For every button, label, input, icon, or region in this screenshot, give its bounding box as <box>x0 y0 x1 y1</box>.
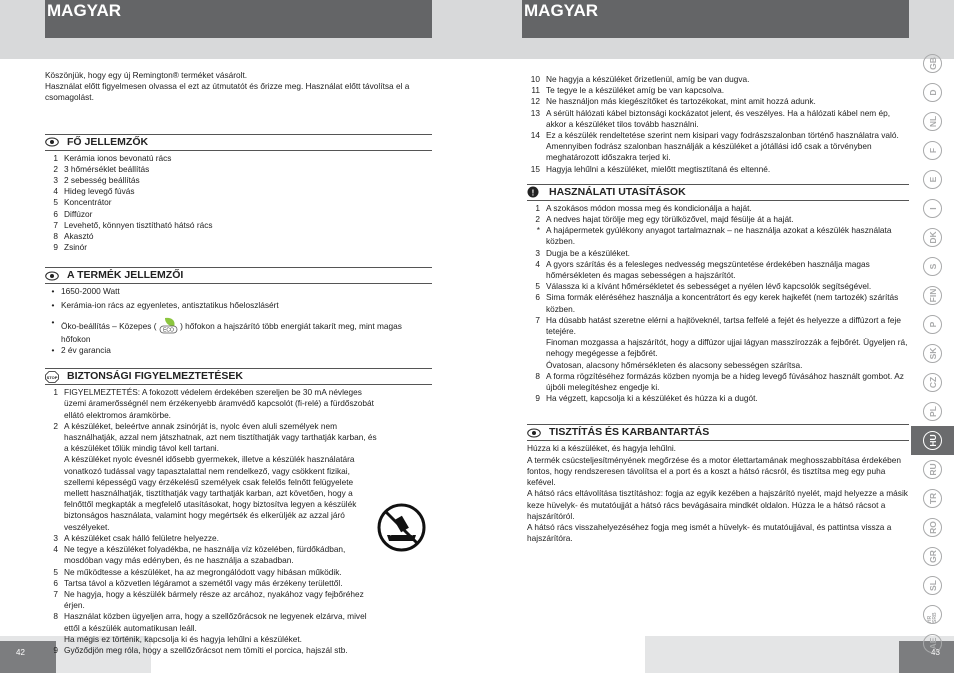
language-tab-gb[interactable] <box>911 49 954 78</box>
right-page-header: MAGYAR <box>522 0 909 38</box>
list-item-number: 15 <box>530 163 540 174</box>
language-tab-ru[interactable] <box>911 455 954 484</box>
product-features-list <box>45 286 432 356</box>
list-item-text: Ez a készülék rendeltetése szerint nem kisipari vagy fodrászszalonban történő használatra való. Amennyiben fodrász szalonban használják a készüléket a jótállási idő csak a törvényben meghatározott időszakra terjed ki. <box>546 130 899 163</box>
list-item-text: Ne tegye a készüléket folyadékba, ne használja víz közelében, fürdőkádban, mosdóban vagy más edényben, és ne használja a szabadban. <box>64 544 346 566</box>
list-item-text: Győződjön meg róla, hogy a szellőzőrácsot nem tömíti el porcica, hajszál stb. <box>64 644 348 655</box>
list-item <box>527 292 909 314</box>
list-item-number: 11 <box>531 85 540 96</box>
language-tab-e[interactable] <box>911 165 954 194</box>
list-item <box>45 421 377 455</box>
language-tab-strip <box>911 49 954 658</box>
list-item-number: 1 <box>535 202 540 213</box>
list-item: • Kerámia-ion rács az egyenletes, antisztatikus hőeloszlásért <box>51 299 279 310</box>
no-water-warning-icon <box>377 503 426 552</box>
list-item-text: Tartsa távol a közvetlen légáramot a szemétől vagy más érzékeny területtől. <box>64 577 343 588</box>
language-tab-gr[interactable] <box>911 542 954 571</box>
list-item-text: Hideg levegő fúvás <box>64 186 135 197</box>
language-tab-label: RU <box>923 460 942 479</box>
list-item <box>527 74 909 85</box>
list-item-number: 4 <box>53 544 58 555</box>
list-item-number: 6 <box>53 208 58 219</box>
list-item-number: 7 <box>53 588 58 599</box>
list-item <box>45 231 432 242</box>
list-item-text: Ha dúsabb hatást szeretne elérni a hajtöveknél, tartsa felfelé a fejét és helyezze a diffúzort a feje tetejére. <box>546 314 901 337</box>
list-item: • 1650-2000 Watt <box>51 286 120 297</box>
language-tab-label: GB <box>923 54 942 73</box>
list-item-number: 10 <box>530 74 540 84</box>
language-tab-sk[interactable] <box>911 339 954 368</box>
language-tab-hr-srb[interactable] <box>911 600 954 629</box>
list-item-number: 3 <box>535 247 540 258</box>
svg-text:ECO: ECO <box>162 327 174 334</box>
list-item-text: Zsinór <box>64 242 88 253</box>
cleaning-title: TISZTÍTÁS ÉS KARBANTARTÁS <box>549 426 710 439</box>
list-item <box>527 130 909 164</box>
list-item <box>527 96 909 107</box>
list-item-text: Használat közben ügyeljen arra, hogy a szellőzőrácsok ne legyenek elzárva, mivel ettől a készülék automatikusan leáll. <box>64 611 367 633</box>
features-title: FŐ JELLEMZŐK <box>67 135 149 148</box>
eye-icon <box>527 427 549 439</box>
list-item-number: 1 <box>53 152 58 163</box>
language-tab-label: TR <box>923 489 942 508</box>
list-item <box>527 315 909 337</box>
list-item-text: A készüléket, beleértve annak zsinórját is, nyolc éven aluli személyek nem használhatják, azzal nem játszhatnak, azt nem tisztíthatják vagy tarthatják karban, és a készüléket tőlük mindig távol kell tartani. <box>64 420 377 454</box>
list-item-text: A szokásos módon mossa meg és kondicionálja a haját. <box>546 202 752 213</box>
list-item-number: 8 <box>53 231 58 242</box>
safety-list <box>45 387 377 656</box>
list-item <box>527 371 909 393</box>
list-item-number: 3 <box>53 532 58 543</box>
language-tab-label: HU <box>923 431 942 450</box>
list-item <box>45 387 377 421</box>
list-item-number: 14 <box>530 130 540 141</box>
language-tab-label: SK <box>923 344 942 363</box>
svg-text:!: ! <box>531 188 535 198</box>
list-item <box>45 611 377 633</box>
list-item <box>45 645 377 656</box>
list-item-text: Dugja be a készüléket. <box>546 247 630 258</box>
list-item <box>45 220 432 231</box>
language-tab-label: I <box>923 199 942 218</box>
product-features-heading <box>45 267 432 284</box>
safety-continued-list <box>527 74 909 175</box>
list-item-text: Finoman mozgassa a hajszárítót, hogy a diffúzor ujjai lágyan masszírozzák a fejbőrét. Ügyeljen rá, nehogy megégesse a fejbőrét. <box>546 337 908 359</box>
cleaning-heading <box>527 424 909 441</box>
list-item <box>45 186 432 197</box>
list-item-text: Hagyja lehűlni a készüléket, mielőtt megtisztítaná és eltenné. <box>546 163 771 174</box>
list-item-number <box>45 634 64 645</box>
list-item-number: 5 <box>53 197 58 208</box>
language-tab-i[interactable] <box>911 194 954 223</box>
list-item-text: FIGYELMEZTETÉS: A fokozott védelem érdekében szereljen be 30 mA névleges üzemi áramerősségnél nem érzékenyebb áramvédő kapcsolót (fi-relé) a fürdőszobát ellátó elektromos áramkörbe. <box>64 387 374 420</box>
cleaning-paragraph: Húzza ki a készüléket, és hagyja lehűlni. <box>527 443 676 454</box>
safety-heading <box>45 368 432 385</box>
left-page-header: MAGYAR <box>45 0 432 38</box>
right-column <box>527 74 909 544</box>
left-page-number: 42 <box>0 641 56 673</box>
list-item-number: 3 <box>53 175 58 186</box>
language-tab-label: S <box>923 257 942 276</box>
cleaning-paragraph: A hátsó rács eltávolítása tisztításhoz: fogja az egyik kezében a hajszárító nyelét, majd helyezze a másik keze hüvelyk- és mutatóujját a hátsó rács bevágásaira mindkét oldalon. Húzza le a hátsó rácsot a hajszárítóról. <box>527 488 908 521</box>
list-item <box>527 214 909 225</box>
list-item-text: A készüléket csak hálló felületre helyezze. <box>64 532 219 543</box>
language-tab-fin[interactable] <box>911 281 954 310</box>
list-item <box>45 578 377 589</box>
list-item <box>527 360 909 371</box>
list-item <box>45 589 377 611</box>
list-item-number: 2 <box>53 420 58 431</box>
list-item-text: Kerámia ionos bevonatú rács <box>64 152 172 163</box>
svg-text:STOP: STOP <box>46 374 58 380</box>
eco-leaf-icon <box>159 317 178 334</box>
stop-icon <box>45 371 67 383</box>
list-item-text: Óvatosan, alacsony hőmérsékleten és alacsony sebességen szárítsa. <box>546 359 803 370</box>
list-item-number: * <box>536 225 540 236</box>
language-tab-label: PL <box>923 402 942 421</box>
list-item: • Öko-beállítás – Közepes ( ECO ) hőfokon a hajszárító több energiát takarít meg, mint magas hőfokon <box>51 316 402 344</box>
list-item-text: Levehető, könnyen tisztítható hátsó rács <box>64 219 213 230</box>
list-item <box>527 164 909 175</box>
features-list <box>45 153 432 254</box>
language-tab-s[interactable] <box>911 252 954 281</box>
usage-title: HASZNÁLATI UTASÍTÁSOK <box>549 185 686 198</box>
list-item-text: A készüléket nyolc évesnél idősebb gyermekek, illetve a készülék használatára vonatkozó tudással vagy tapasztalattal nem rendelkező, vagy csökkent fizikai, szellemi képességű vagy érzékelésű személyek csak felelős felnőtt felügyelete mellett használhatják, tisztíthatják vagy tarthatják karban, azt követően, hogy a felnőttől megkapták a megfelelő utasításokat, hogy biztosítva legyen a készülék biztonságos használata, valamint hogy megértsék és elkerüljék az azzal járó veszélyeket. <box>64 454 357 532</box>
list-item-number: 8 <box>535 370 540 381</box>
list-item <box>45 197 432 208</box>
list-item-number: 13 <box>530 107 540 118</box>
left-column <box>45 70 432 656</box>
eye-icon <box>45 136 67 148</box>
list-item-text: Sima formák eléréséhez használja a koncentrátort és egy kerek hajkefét (nem tartozék) szárítás közben. <box>546 292 899 314</box>
list-item-text: A hajápermetek gyúlékony anyagot tartalmaznak – ne használja azokat a készülék használata közben. <box>546 225 892 247</box>
list-item-text: Ha mégis ez történik, kapcsolja ki és hagyja lehűlni a készüléket. <box>64 633 302 644</box>
list-item-number: 7 <box>535 314 540 325</box>
list-item-number: 5 <box>535 281 540 292</box>
list-item <box>45 175 432 186</box>
eye-icon <box>45 270 67 282</box>
cleaning-paragraph: A hátsó rács visszahelyezéséhez fogja meg ismét a hüvelyk- és mutatóujjával, és pattintsa vissza a hajszárítóra. <box>527 521 892 544</box>
list-item-number: 9 <box>53 644 58 655</box>
language-tab-dk[interactable] <box>911 223 954 252</box>
language-tab-d[interactable] <box>911 78 954 107</box>
list-item <box>45 544 377 566</box>
list-item <box>527 108 909 130</box>
language-tab-label: HR SRB <box>923 605 942 624</box>
cleaning-paragraph: A termék csúcsteljesítményének megőrzése és a motor élettartamának meghosszabbítása érdekében fontos, hogy rendszeresen távolítsa el a port és a koszt a hátsó rácsról, és tisztítsa meg egy puha kefével. <box>527 454 902 488</box>
warning-icon <box>527 186 549 198</box>
language-tab-label: D <box>923 83 942 102</box>
list-item-text: A sérült hálózati kábel biztonsági kockázatot jelent, és veszélyes. Ha a hálózati kábel nem ép, akkor a készüléket tilos tovább használni. <box>546 107 891 129</box>
language-tab-p[interactable] <box>911 310 954 339</box>
list-item-text: A forma rögzítéséhez formázás közben nyomja be a hideg levegő fúvásához használt gombot. Az újbóli melegítéshez engedje ki. <box>546 370 904 393</box>
list-item <box>527 337 909 359</box>
list-item-text: Koncentrátor <box>64 197 112 208</box>
list-item: • 2 év garancia <box>51 345 111 356</box>
language-tab-label: SL <box>923 576 942 595</box>
list-item-text: Ne hagyja, hogy a készülék bármely része az arcához, nyakához vagy fejbőréhez érjen. <box>64 588 364 611</box>
list-item <box>45 153 432 164</box>
list-item <box>527 225 909 247</box>
list-item <box>45 634 377 645</box>
list-item-number <box>527 337 546 359</box>
right-page-number: 43 <box>899 641 954 673</box>
language-tab-ro[interactable] <box>911 513 954 542</box>
list-item-text: A nedves hajat törölje meg egy törülközővel, majd fésülje át a haját. <box>546 214 794 225</box>
language-tab-label: E <box>923 170 942 189</box>
list-item-number: 5 <box>53 566 58 577</box>
usage-list <box>527 203 909 405</box>
features-heading <box>45 134 432 151</box>
language-tab-label: F <box>923 141 942 160</box>
list-item <box>45 164 432 175</box>
list-item-number: 4 <box>535 258 540 269</box>
language-tab-label: NL <box>923 112 942 131</box>
product-features-title: A TERMÉK JELLEMZŐI <box>67 269 184 282</box>
language-tab-label: CZ <box>923 373 942 392</box>
language-tab-nl[interactable] <box>911 107 954 136</box>
list-item <box>527 248 909 259</box>
list-item <box>527 393 909 404</box>
language-tab-label: GR <box>923 547 942 566</box>
list-item-number: 8 <box>53 611 58 622</box>
language-tab-label: AE <box>923 634 942 653</box>
list-item-number <box>45 454 64 532</box>
list-item-number: 9 <box>53 242 58 253</box>
list-item-text: 3 hőmérséklet beállítás <box>64 163 150 174</box>
list-item-number: 2 <box>535 214 540 225</box>
list-item-text: Ne működtesse a készüléket, ha az megrongálódott vagy hibásan működik. <box>64 566 342 577</box>
language-tab-hu[interactable] <box>911 426 954 455</box>
language-tab-label: DK <box>923 228 942 247</box>
language-tab-ae[interactable] <box>911 629 954 658</box>
list-item-number: 4 <box>53 186 58 197</box>
list-item <box>45 242 432 253</box>
language-tab-cz[interactable] <box>911 368 954 397</box>
list-item-text: Diffúzor <box>64 208 93 219</box>
list-item-text: Ha végzett, kapcsolja ki a készüléket és húzza ki a dugót. <box>546 393 758 404</box>
intro-line-2: Használat előtt figyelmesen olvassa el ezt az útmutatót és őrizze meg. Használat előtt távolítsa el a csomagolást. <box>45 81 410 103</box>
list-item <box>45 454 377 532</box>
language-tab-pl[interactable] <box>911 397 954 426</box>
intro-line-1: Köszönjük, hogy egy új Remington® terméket vásárolt. <box>45 70 248 80</box>
list-item <box>45 567 377 578</box>
language-tab-label: RO <box>923 518 942 537</box>
list-item <box>527 203 909 214</box>
list-item <box>527 259 909 281</box>
language-tab-tr[interactable] <box>911 484 954 513</box>
list-item-text: A gyors szárítás és a felesleges nedvesség megszüntetése érdekében használja magas hőmérsékleten és magas sebességen a hajszárítót. <box>546 258 870 281</box>
list-item-number: 6 <box>53 577 58 588</box>
language-tab-sl[interactable] <box>911 571 954 600</box>
safety-title: BIZTONSÁGI FIGYELMEZTETÉSEK <box>67 370 243 383</box>
language-tab-label: P <box>923 315 942 334</box>
language-tab-label: FIN <box>923 286 942 305</box>
list-item <box>45 533 377 544</box>
list-item-text: 2 sebesség beállítás <box>64 175 140 186</box>
language-tab-f[interactable] <box>911 136 954 165</box>
list-item-number: 9 <box>535 393 540 404</box>
list-item <box>45 209 432 220</box>
list-item-number: 6 <box>535 292 540 303</box>
list-item-number <box>527 360 546 371</box>
list-item-text: Te tegye le a készüléket amíg be van kapcsolva. <box>546 85 725 96</box>
list-item-number: 2 <box>53 163 58 174</box>
usage-heading <box>527 184 909 201</box>
list-item-text: Akasztó <box>64 231 94 242</box>
list-item-text: Válassza ki a kívánt hőmérsékletet és sebességet a nyélen lévő kapcsolók segítségével. <box>546 281 872 292</box>
list-item-text: Ne használjon más kiegészítőket és tartozékokat, mint amit hozzá adunk. <box>546 96 816 107</box>
list-item-number: 7 <box>53 219 58 230</box>
list-item-number: 12 <box>530 96 540 107</box>
list-item <box>527 281 909 292</box>
list-item <box>527 85 909 96</box>
list-item-text: Ne hagyja a készüléket őrizetlenül, amíg be van dugva. <box>546 74 750 84</box>
list-item-number: 1 <box>53 387 58 398</box>
